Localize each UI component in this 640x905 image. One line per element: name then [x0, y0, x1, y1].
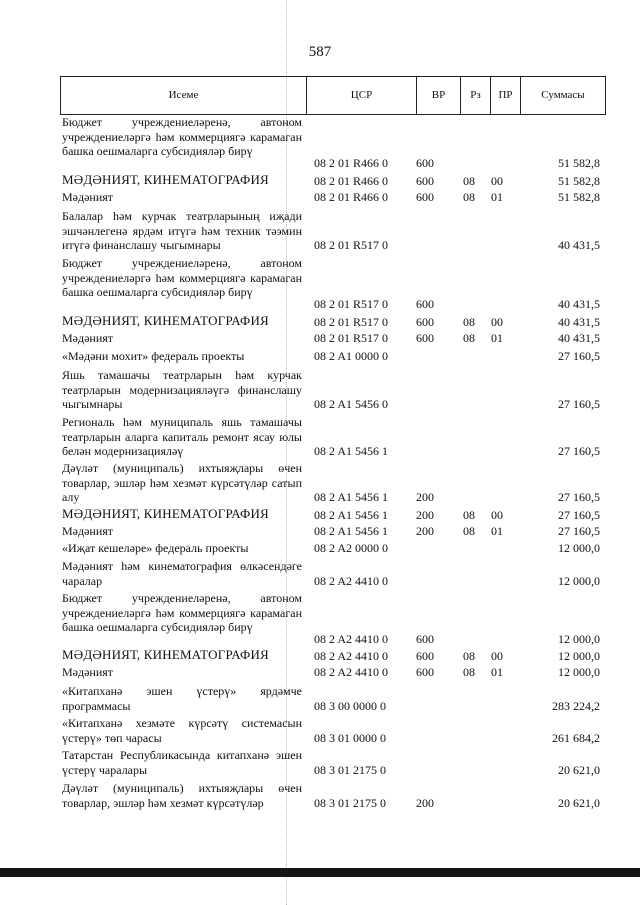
- row-code: 08 2 01 R517 0: [314, 297, 389, 311]
- row-code: 08 2 A2 0000 0: [314, 541, 389, 555]
- table-row: [60, 507, 606, 523]
- row-code: 08 2 01 R517 0: [314, 315, 389, 329]
- row-rz: 08: [463, 649, 475, 663]
- row-sum: 12 000,0: [558, 541, 600, 555]
- row-rz: 08: [463, 508, 475, 522]
- row-vr: 600: [416, 331, 434, 345]
- row-name: Бюджет учреждениеләренә, автоном учреждениеләргә һәм коммерциягә карамаган башка оешмаларга субсидияләр бирү: [62, 115, 302, 158]
- row-code: 08 2 A1 0000 0: [314, 349, 389, 363]
- table-row: [60, 415, 606, 459]
- row-name: Дәүләт (муниципаль) ихтыяҗлары өчен товарлар, эшләр һәм хезмәт күрсәтүләр сатып алу: [62, 461, 302, 504]
- row-rz: 08: [463, 174, 475, 188]
- row-sum: 27 160,5: [558, 524, 600, 538]
- row-sum: 51 582,8: [558, 190, 600, 204]
- row-sum: 27 160,5: [558, 397, 600, 411]
- row-code: 08 2 A1 5456 1: [314, 508, 389, 522]
- row-code: 08 3 01 2175 0: [314, 796, 386, 810]
- table-row: [60, 684, 606, 714]
- row-pr: 00: [491, 315, 503, 329]
- row-rz: 08: [463, 524, 475, 538]
- row-vr: 600: [416, 190, 434, 204]
- header-csr: ЦСР: [307, 77, 417, 114]
- row-name: Мәдәният һәм кинематография өлкәсендәге чаралар: [62, 559, 302, 588]
- table-row: [60, 256, 606, 312]
- table-row: [60, 190, 606, 205]
- row-pr: 00: [491, 508, 503, 522]
- table-row: [60, 331, 606, 346]
- header-rz: Рз: [461, 77, 491, 114]
- table-row: [60, 173, 606, 189]
- row-name: Балалар һәм курчак театрларының иҗади эшчәнлегенә ярдәм итүгә һәм техник тәэмин итүгә финанслашу чыгымнары: [62, 209, 302, 252]
- row-code: 08 2 01 R466 0: [314, 156, 389, 170]
- row-name: Мәдәният: [62, 665, 114, 679]
- row-vr: 600: [416, 156, 434, 170]
- row-vr: 600: [416, 665, 434, 679]
- row-pr: 00: [491, 649, 503, 663]
- row-sum: 20 621,0: [558, 796, 600, 810]
- row-code: 08 2 A2 4410 0: [314, 649, 389, 663]
- row-sum: 283 224,2: [552, 699, 600, 713]
- table-row: [60, 591, 606, 647]
- row-vr: 200: [416, 796, 434, 810]
- row-name: Яшь тамашачы театрларын һәм курчак театрларын модернизацияләүгә финанслашу чыгымнары: [62, 368, 302, 411]
- row-name: Бюджет учреждениеләренә, автоном учреждениеләргә һәм коммерциягә карамаган башка оешмаларга субсидияләр бирү: [62, 591, 302, 634]
- row-name: МӘДӘНИЯТ, КИНЕМАТОГРАФИЯ: [62, 172, 269, 187]
- row-name: Мәдәният: [62, 524, 114, 538]
- row-sum: 12 000,0: [558, 665, 600, 679]
- row-name: МӘДӘНИЯТ, КИНЕМАТОГРАФИЯ: [62, 506, 269, 521]
- row-vr: 600: [416, 649, 434, 663]
- row-code: 08 2 01 R466 0: [314, 174, 389, 188]
- row-name: «Китапханә хезмәте күрсәтү системасын үстерү» төп чарасы: [62, 716, 302, 745]
- row-sum: 27 160,5: [558, 444, 600, 458]
- header-vr: ВР: [417, 77, 461, 114]
- row-vr: 600: [416, 632, 434, 646]
- row-rz: 08: [463, 331, 475, 345]
- row-code: 08 2 01 R517 0: [314, 238, 389, 252]
- header-sum: Суммасы: [541, 89, 585, 101]
- row-code: 08 2 01 R466 0: [314, 190, 389, 204]
- row-vr: 200: [416, 524, 434, 538]
- row-pr: 01: [491, 331, 503, 345]
- row-sum: 40 431,5: [558, 238, 600, 252]
- page-number: 587: [308, 44, 332, 60]
- table-row: [60, 541, 606, 556]
- row-rz: 08: [463, 190, 475, 204]
- row-rz: 08: [463, 315, 475, 329]
- table-row: [60, 461, 606, 505]
- table-row: [60, 559, 606, 589]
- row-name: Бюджет учреждениеләренә, автоном учреждениеләргә һәм коммерциягә карамаган башка оешмаларга субсидияләр бирү: [62, 256, 302, 299]
- row-code: 08 2 A1 5456 0: [314, 397, 389, 411]
- row-pr: 01: [491, 665, 503, 679]
- row-code: 08 2 A1 5456 1: [314, 444, 389, 458]
- row-sum: 51 582,8: [558, 156, 600, 170]
- row-sum: 20 621,0: [558, 763, 600, 777]
- table-header: [60, 76, 606, 115]
- table-row: [60, 748, 606, 778]
- table-row: [60, 209, 606, 253]
- row-code: 08 3 00 0000 0: [314, 699, 386, 713]
- table-row: [60, 716, 606, 746]
- row-code: 08 2 A2 4410 0: [314, 665, 389, 679]
- header-name: Исеме: [61, 77, 307, 114]
- row-sum: 51 582,8: [558, 174, 600, 188]
- row-code: 08 3 01 0000 0: [314, 731, 386, 745]
- row-name: «Мәдәни мохит» федераль проекты: [62, 349, 245, 363]
- row-sum: 27 160,5: [558, 349, 600, 363]
- row-name: Региональ һәм муниципаль яшь тамашачы театрларын аларга капиталь ремонт ясау юлы белән модернизацияләү: [62, 415, 302, 458]
- row-vr: 600: [416, 315, 434, 329]
- row-pr: 01: [491, 524, 503, 538]
- row-code: 08 2 A2 4410 0: [314, 574, 389, 588]
- row-name: Дәүләт (муниципаль) ихтыяҗлары өчен товарлар, эшләр һәм хезмәт күрсәтүләр: [62, 781, 302, 810]
- table-row: [60, 368, 606, 412]
- row-vr: 600: [416, 297, 434, 311]
- row-name: Мәдәният: [62, 331, 114, 345]
- table-row: [60, 524, 606, 539]
- row-vr: 200: [416, 508, 434, 522]
- table-row: [60, 115, 606, 171]
- row-code: 08 2 A1 5456 1: [314, 524, 389, 538]
- row-vr: 200: [416, 490, 434, 504]
- row-code: 08 2 A2 4410 0: [314, 632, 389, 646]
- row-sum: 40 431,5: [558, 297, 600, 311]
- row-name: Татарстан Республикасында китапханә эшен үстерү чаралары: [62, 748, 302, 777]
- scan-edge-bar: [0, 868, 640, 877]
- row-sum: 40 431,5: [558, 331, 600, 345]
- row-sum: 12 000,0: [558, 649, 600, 663]
- row-sum: 40 431,5: [558, 315, 600, 329]
- table-row: [60, 665, 606, 680]
- row-sum: 12 000,0: [558, 632, 600, 646]
- row-sum: 12 000,0: [558, 574, 600, 588]
- table-row: [60, 314, 606, 330]
- row-pr: 01: [491, 190, 503, 204]
- row-vr: 600: [416, 174, 434, 188]
- row-code: 08 2 01 R517 0: [314, 331, 389, 345]
- row-name: МӘДӘНИЯТ, КИНЕМАТОГРАФИЯ: [62, 647, 269, 662]
- row-sum: 27 160,5: [558, 490, 600, 504]
- table-row: [60, 349, 606, 364]
- row-name: «Иҗат кешеләре» федераль проекты: [62, 541, 249, 555]
- row-pr: 00: [491, 174, 503, 188]
- row-name: «Китапханә эшен үстерү» ярдәмче программасы: [62, 684, 302, 713]
- row-name: МӘДӘНИЯТ, КИНЕМАТОГРАФИЯ: [62, 313, 269, 328]
- row-sum: 27 160,5: [558, 508, 600, 522]
- table-row: [60, 648, 606, 664]
- row-sum: 261 684,2: [552, 731, 600, 745]
- row-rz: 08: [463, 665, 475, 679]
- row-name: Мәдәният: [62, 190, 114, 204]
- row-code: 08 2 A1 5456 1: [314, 490, 389, 504]
- header-pr: ПР: [491, 77, 521, 114]
- row-code: 08 3 01 2175 0: [314, 763, 386, 777]
- table-row: [60, 781, 606, 811]
